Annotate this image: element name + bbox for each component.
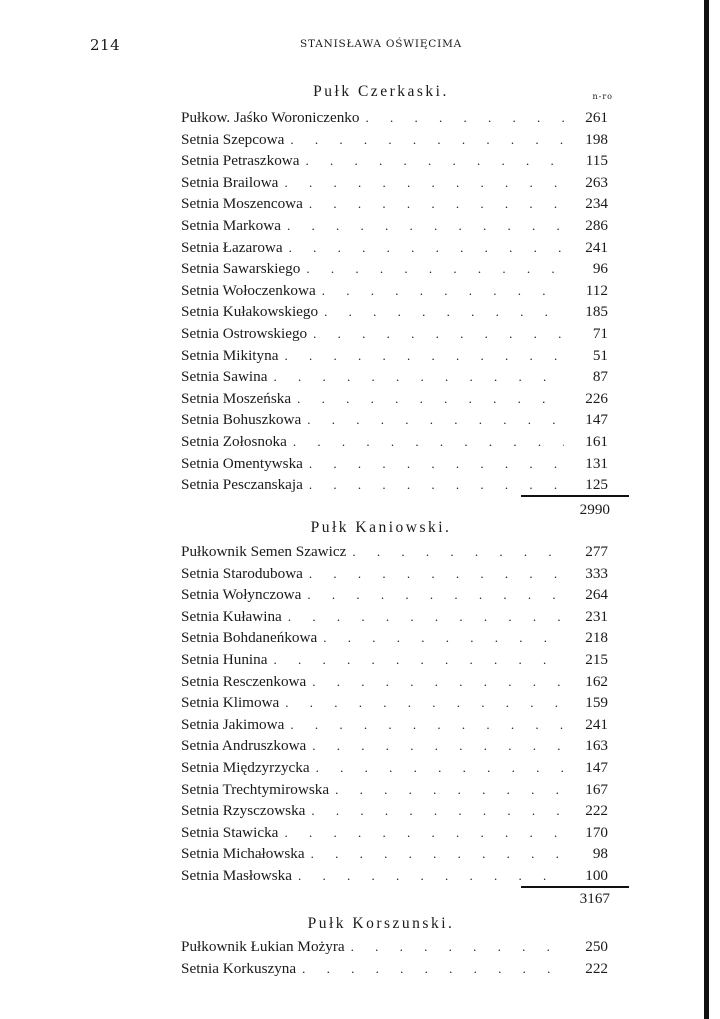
dot-leader [313, 326, 564, 342]
unit-count: 222 [585, 802, 608, 820]
list-row-setnia-ostrowskiego [181, 325, 608, 347]
unit-name: Setnia Petraszkowa [181, 152, 300, 170]
dot-leader [309, 456, 564, 472]
unit-label: n-ro [592, 92, 613, 101]
unit-name: Setnia Masłowska [181, 867, 292, 884]
list-row-setnia-woloczenkowa [181, 282, 608, 304]
unit-name: Setnia Markowa [181, 217, 281, 234]
dot-leader [316, 760, 564, 776]
unit-count: 231 [585, 607, 608, 625]
unit-name: Setnia Trechtymirowska [181, 780, 330, 798]
unit-name: Setnia Hunina [181, 651, 268, 668]
unit-count: 115 [585, 152, 608, 170]
list-row-setnia-markowa [181, 217, 608, 239]
dot-leader [307, 412, 564, 428]
dot-leader [285, 695, 564, 711]
unit-name: Setnia Międzyrzycka [181, 759, 310, 776]
dot-leader [302, 961, 564, 977]
unit-count: 159 [585, 694, 608, 712]
unit-name: Setnia Brailowa [181, 173, 279, 191]
dot-leader [312, 738, 564, 754]
list-row-setnia-szepcowa [181, 131, 608, 153]
unit-name: Setnia Wołynczowa [181, 586, 302, 604]
unit-count: 277 [585, 543, 608, 560]
unit-name: Pułkownik Łukian Możyra [181, 938, 345, 955]
dot-leader [290, 717, 564, 733]
list-row-pulkownik-semen-szawicz [181, 543, 608, 565]
unit-name: Setnia Łazarowa [181, 238, 283, 256]
unit-count: 100 [585, 867, 608, 884]
unit-count: 87 [592, 368, 608, 386]
unit-count: 218 [585, 629, 608, 647]
page-number: 214 [90, 36, 121, 54]
unit-count: 51 [592, 346, 608, 364]
unit-name: Setnia Bohuszkowa [181, 411, 302, 429]
unit-name: Setnia Sawina [181, 368, 268, 386]
unit-count: 112 [585, 281, 608, 299]
unit-count: 125 [585, 476, 608, 494]
running-title: STANISŁAWA OŚWIĘCIMA [300, 38, 463, 50]
dot-leader [309, 196, 564, 212]
dot-leader [288, 609, 564, 625]
list-row-pulkownik-lukian-mozyra [181, 938, 608, 960]
list-row-setnia-brailowa [181, 174, 608, 196]
dot-leader [289, 240, 564, 256]
list-row-setnia-kulawina [181, 608, 608, 630]
unit-count: 222 [585, 959, 608, 977]
page-edge-rule [704, 0, 709, 1019]
dot-leader [306, 261, 564, 277]
dot-leader [335, 782, 564, 798]
unit-count: 263 [585, 173, 608, 191]
unit-count: 234 [585, 195, 608, 213]
dot-leader [352, 544, 564, 560]
list-row-setnia-mikityna [181, 347, 608, 369]
unit-count: 98 [592, 845, 608, 863]
unit-count: 333 [585, 564, 608, 582]
dot-leader [309, 477, 564, 493]
section-title: Pułk Korszunski. [307, 915, 455, 932]
unit-count: 215 [585, 651, 608, 668]
unit-count: 162 [585, 672, 608, 690]
list-row-setnia-moszenska [181, 390, 608, 412]
dot-leader [324, 304, 564, 320]
unit-count: 96 [592, 260, 608, 278]
unit-count: 147 [585, 759, 608, 776]
unit-name: Setnia Szepcowa [181, 130, 285, 148]
unit-name: Setnia Mikityna [181, 346, 279, 364]
dot-leader [284, 825, 564, 841]
dot-leader [306, 153, 564, 169]
list-row-pulkow-jasko-woroniczenko [181, 109, 608, 131]
dot-leader [273, 652, 564, 668]
unit-name: Setnia Kuławina [181, 607, 282, 625]
dot-leader [311, 803, 564, 819]
section-total: 2990 [579, 500, 610, 518]
dot-leader [307, 587, 564, 603]
dot-leader [298, 868, 564, 884]
unit-count: 264 [585, 586, 608, 604]
unit-count: 226 [585, 389, 608, 407]
list-row-setnia-andruszkowa [181, 737, 608, 759]
list-row-setnia-petraszkowa [181, 152, 608, 174]
unit-name: Setnia Pesczanskaja [181, 476, 303, 494]
unit-name: Setnia Stawicka [181, 823, 279, 841]
list-row-setnia-moszencowa [181, 195, 608, 217]
unit-count: 161 [585, 433, 608, 450]
list-row-setnia-jakimowa [181, 716, 608, 738]
list-row-setnia-michalowska [181, 845, 608, 867]
sum-rule [521, 495, 629, 497]
unit-count: 241 [585, 715, 608, 733]
list-row-setnia-rzysczowska [181, 802, 608, 824]
unit-count: 71 [592, 325, 608, 342]
unit-name: Setnia Omentywska [181, 454, 303, 472]
list-row-setnia-resczenkowa [181, 673, 608, 695]
unit-name: Setnia Resczenkowa [181, 672, 307, 690]
unit-name: Pułkownik Semen Szawicz [181, 543, 347, 560]
list-row-setnia-klimowa [181, 694, 608, 716]
unit-count: 185 [585, 303, 608, 321]
list-row-setnia-trechtymirowska [181, 781, 608, 803]
unit-count: 198 [585, 130, 608, 148]
unit-name: Setnia Kułakowskiego [181, 303, 319, 321]
list-row-setnia-wolynczowa [181, 586, 608, 608]
unit-name: Setnia Bohdaneńkowa [181, 629, 318, 647]
section-title: Pułk Czerkaski. [313, 83, 449, 100]
unit-name: Setnia Zołosnoka [181, 433, 287, 450]
unit-name: Setnia Rzysczowska [181, 802, 306, 820]
dot-leader [287, 218, 564, 234]
unit-name: Setnia Jakimowa [181, 715, 285, 733]
dot-leader [351, 939, 564, 955]
unit-count: 241 [585, 238, 608, 256]
list-row-setnia-hunina [181, 651, 608, 673]
unit-name: Setnia Klimowa [181, 694, 280, 712]
dot-leader [309, 566, 564, 582]
dot-leader [284, 348, 564, 364]
dot-leader [290, 132, 564, 148]
dot-leader [322, 283, 564, 299]
unit-count: 170 [585, 823, 608, 841]
unit-name: Setnia Andruszkowa [181, 737, 307, 755]
list-row-setnia-starodubowa [181, 565, 608, 587]
unit-name: Setnia Korkuszyna [181, 959, 297, 977]
section-total: 3167 [579, 889, 610, 907]
unit-count: 167 [585, 780, 608, 798]
list-row-setnia-korkuszyna [181, 960, 608, 982]
dot-leader [311, 846, 564, 862]
unit-count: 250 [585, 938, 608, 955]
list-row-setnia-sawina [181, 368, 608, 390]
dot-leader [297, 391, 564, 407]
unit-name: Pułkow. Jaśko Woroniczenko [181, 109, 360, 126]
list-row-setnia-zolosnoka [181, 433, 608, 455]
page-header [90, 36, 620, 56]
dot-leader [365, 110, 564, 126]
dot-leader [312, 674, 564, 690]
list-row-setnia-sawarskiego [181, 260, 608, 282]
unit-name: Setnia Wołoczenkowa [181, 281, 316, 299]
unit-name: Setnia Starodubowa [181, 564, 303, 582]
section-title: Pułk Kaniowski. [310, 519, 452, 536]
unit-name: Setnia Michałowska [181, 845, 305, 863]
list-row-setnia-omentywska [181, 455, 608, 477]
dot-leader [293, 434, 564, 450]
list-row-setnia-miedzyrzycka [181, 759, 608, 781]
dot-leader [284, 175, 564, 191]
unit-count: 261 [585, 109, 608, 126]
unit-name: Setnia Sawarskiego [181, 260, 301, 278]
list-row-setnia-stawicka [181, 824, 608, 846]
dot-leader [323, 630, 564, 646]
unit-count: 131 [585, 454, 608, 472]
unit-count: 147 [585, 411, 608, 429]
sum-rule [521, 886, 629, 888]
unit-name: Setnia Moszeńska [181, 389, 292, 407]
unit-name: Setnia Moszencowa [181, 195, 303, 213]
unit-count: 163 [585, 737, 608, 755]
dot-leader [273, 369, 564, 385]
list-row-setnia-bohuszkowa [181, 411, 608, 433]
list-row-setnia-bohdanenkowa [181, 629, 608, 651]
unit-count: 286 [585, 217, 608, 234]
list-row-setnia-lazarowa [181, 239, 608, 261]
list-row-setnia-kulakowskiego [181, 303, 608, 325]
unit-name: Setnia Ostrowskiego [181, 325, 308, 342]
